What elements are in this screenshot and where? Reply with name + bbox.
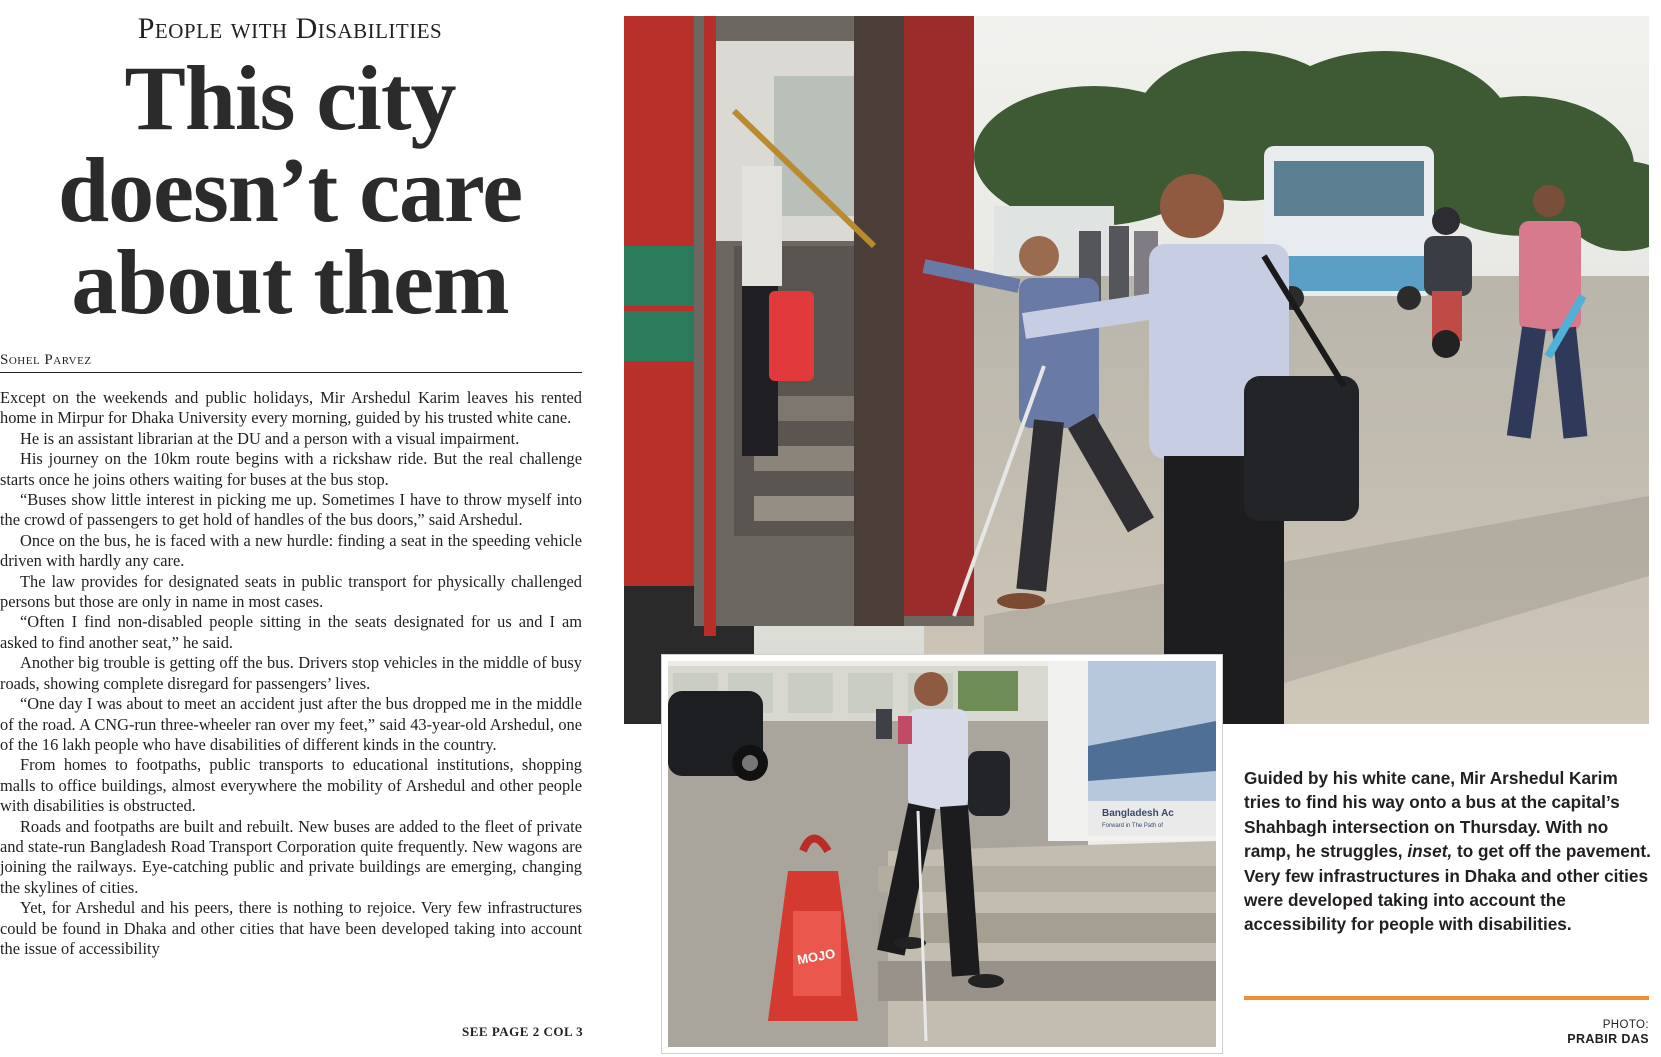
paragraph: From homes to footpaths, public transports to educational institutions, shopping malls to office buildings, almost everywhere the mobility of Arshedul and other people with disabilities is obstructed.: [0, 755, 582, 816]
caption-text: Guided by his white cane, Mir Arshedul Karim tries to find his way onto a bus at the capital’s Shahbagh intersection on Thursday. With no ramp, he struggles,: [1244, 768, 1620, 862]
billboard-subtext: Forward in The Path of: [1102, 823, 1163, 829]
billboard: [1048, 661, 1216, 841]
distant-bus: [1264, 146, 1434, 310]
bin-label: MOJO: [796, 945, 837, 968]
paragraph: Yet, for Arshedul and his peers, there is nothing to rejoice. Very few infrastructures could be found in Dhaka and other cities that have been developed taking into account the issue of accessibility: [0, 898, 582, 958]
paragraph: Once on the bus, he is faced with a new hurdle: finding a seat in the speeding vehicle driven with hardly any care.: [0, 530, 582, 571]
headline-line: This city: [124, 47, 456, 149]
bus-door: [624, 16, 974, 724]
main-photo: [624, 16, 1649, 724]
photo-credit: [1567, 1018, 1649, 1046]
paragraph: Another big trouble is getting off the bus. Drivers stop vehicles in the middle of busy roads, showing complete disregard for passengers’ lives.: [0, 653, 582, 693]
photo-credit-name: PRABIR DAS: [1567, 1032, 1649, 1046]
jump-line: SEE PAGE 2 COL 3: [462, 1024, 584, 1039]
black-car: [668, 691, 768, 781]
paragraph: “One day I was about to meet an accident just after the bus dropped me in the middle of the road. A CNG-run three-wheeler ran over my feet,” said 43-year-old Arshedul, one of the 16 lakh people who have disabilities of different kinds in the country.: [0, 694, 582, 754]
article-body: [0, 388, 582, 959]
headline: [0, 47, 580, 333]
photo-credit-label: PHOTO:: [1602, 1019, 1649, 1031]
paragraph: “Often I find non-disabled people sitting in the seats designated for us and I am asked to find another seat,” he said.: [0, 612, 582, 652]
caption-rule: [1244, 996, 1649, 1000]
byline: Sohel Parvez: [0, 352, 582, 373]
billboard-text: Bangladesh Ac: [1102, 808, 1174, 819]
caption-inset-word: inset,: [1407, 841, 1453, 862]
inset-photo-illustration: [668, 661, 1216, 1047]
paragraph: He is an assistant librarian at the DU and a person with a visual impairment.: [20, 428, 520, 448]
caption-text: to get off the pavement. Very few infrastructures in Dhaka and other cities were developed taking into account the accessibility for people with disabilities.: [1244, 841, 1651, 935]
paragraph: His journey on the 10km route begins with a rickshaw ride. But the real challenge starts once he joins others waiting for buses at the bus stop.: [0, 449, 582, 489]
paragraph: The law provides for designated seats in public transport for physically challenged persons but those are only in name in most cases.: [0, 571, 582, 612]
paragraph: “Buses show little interest in picking me up. Sometimes I have to throw myself into the crowd of passengers to get hold of handles of the bus doors,” said Arshedul.: [0, 490, 582, 530]
main-photo-illustration: [624, 16, 1649, 724]
section-kicker: People with Disabilities: [137, 12, 443, 45]
photo-caption: [1244, 766, 1654, 937]
paragraph: Except on the weekends and public holidays, Mir Arshedul Karim leaves his rented home in Mirpur for Dhaka University every morning, guided by his trusted white cane.: [0, 388, 582, 428]
headline-line: doesn’t care: [57, 139, 523, 241]
headline-line: about them: [71, 231, 509, 333]
inset-photo: [662, 655, 1222, 1053]
paragraph: Roads and footpaths are built and rebuilt. New buses are added to the fleet of private and state-run Bangladesh Road Transport Corporation quite frequently. New wagons are joining the railways. Eye-catching public and private buildings are emerging, changing the skylines of cities.: [0, 816, 582, 897]
